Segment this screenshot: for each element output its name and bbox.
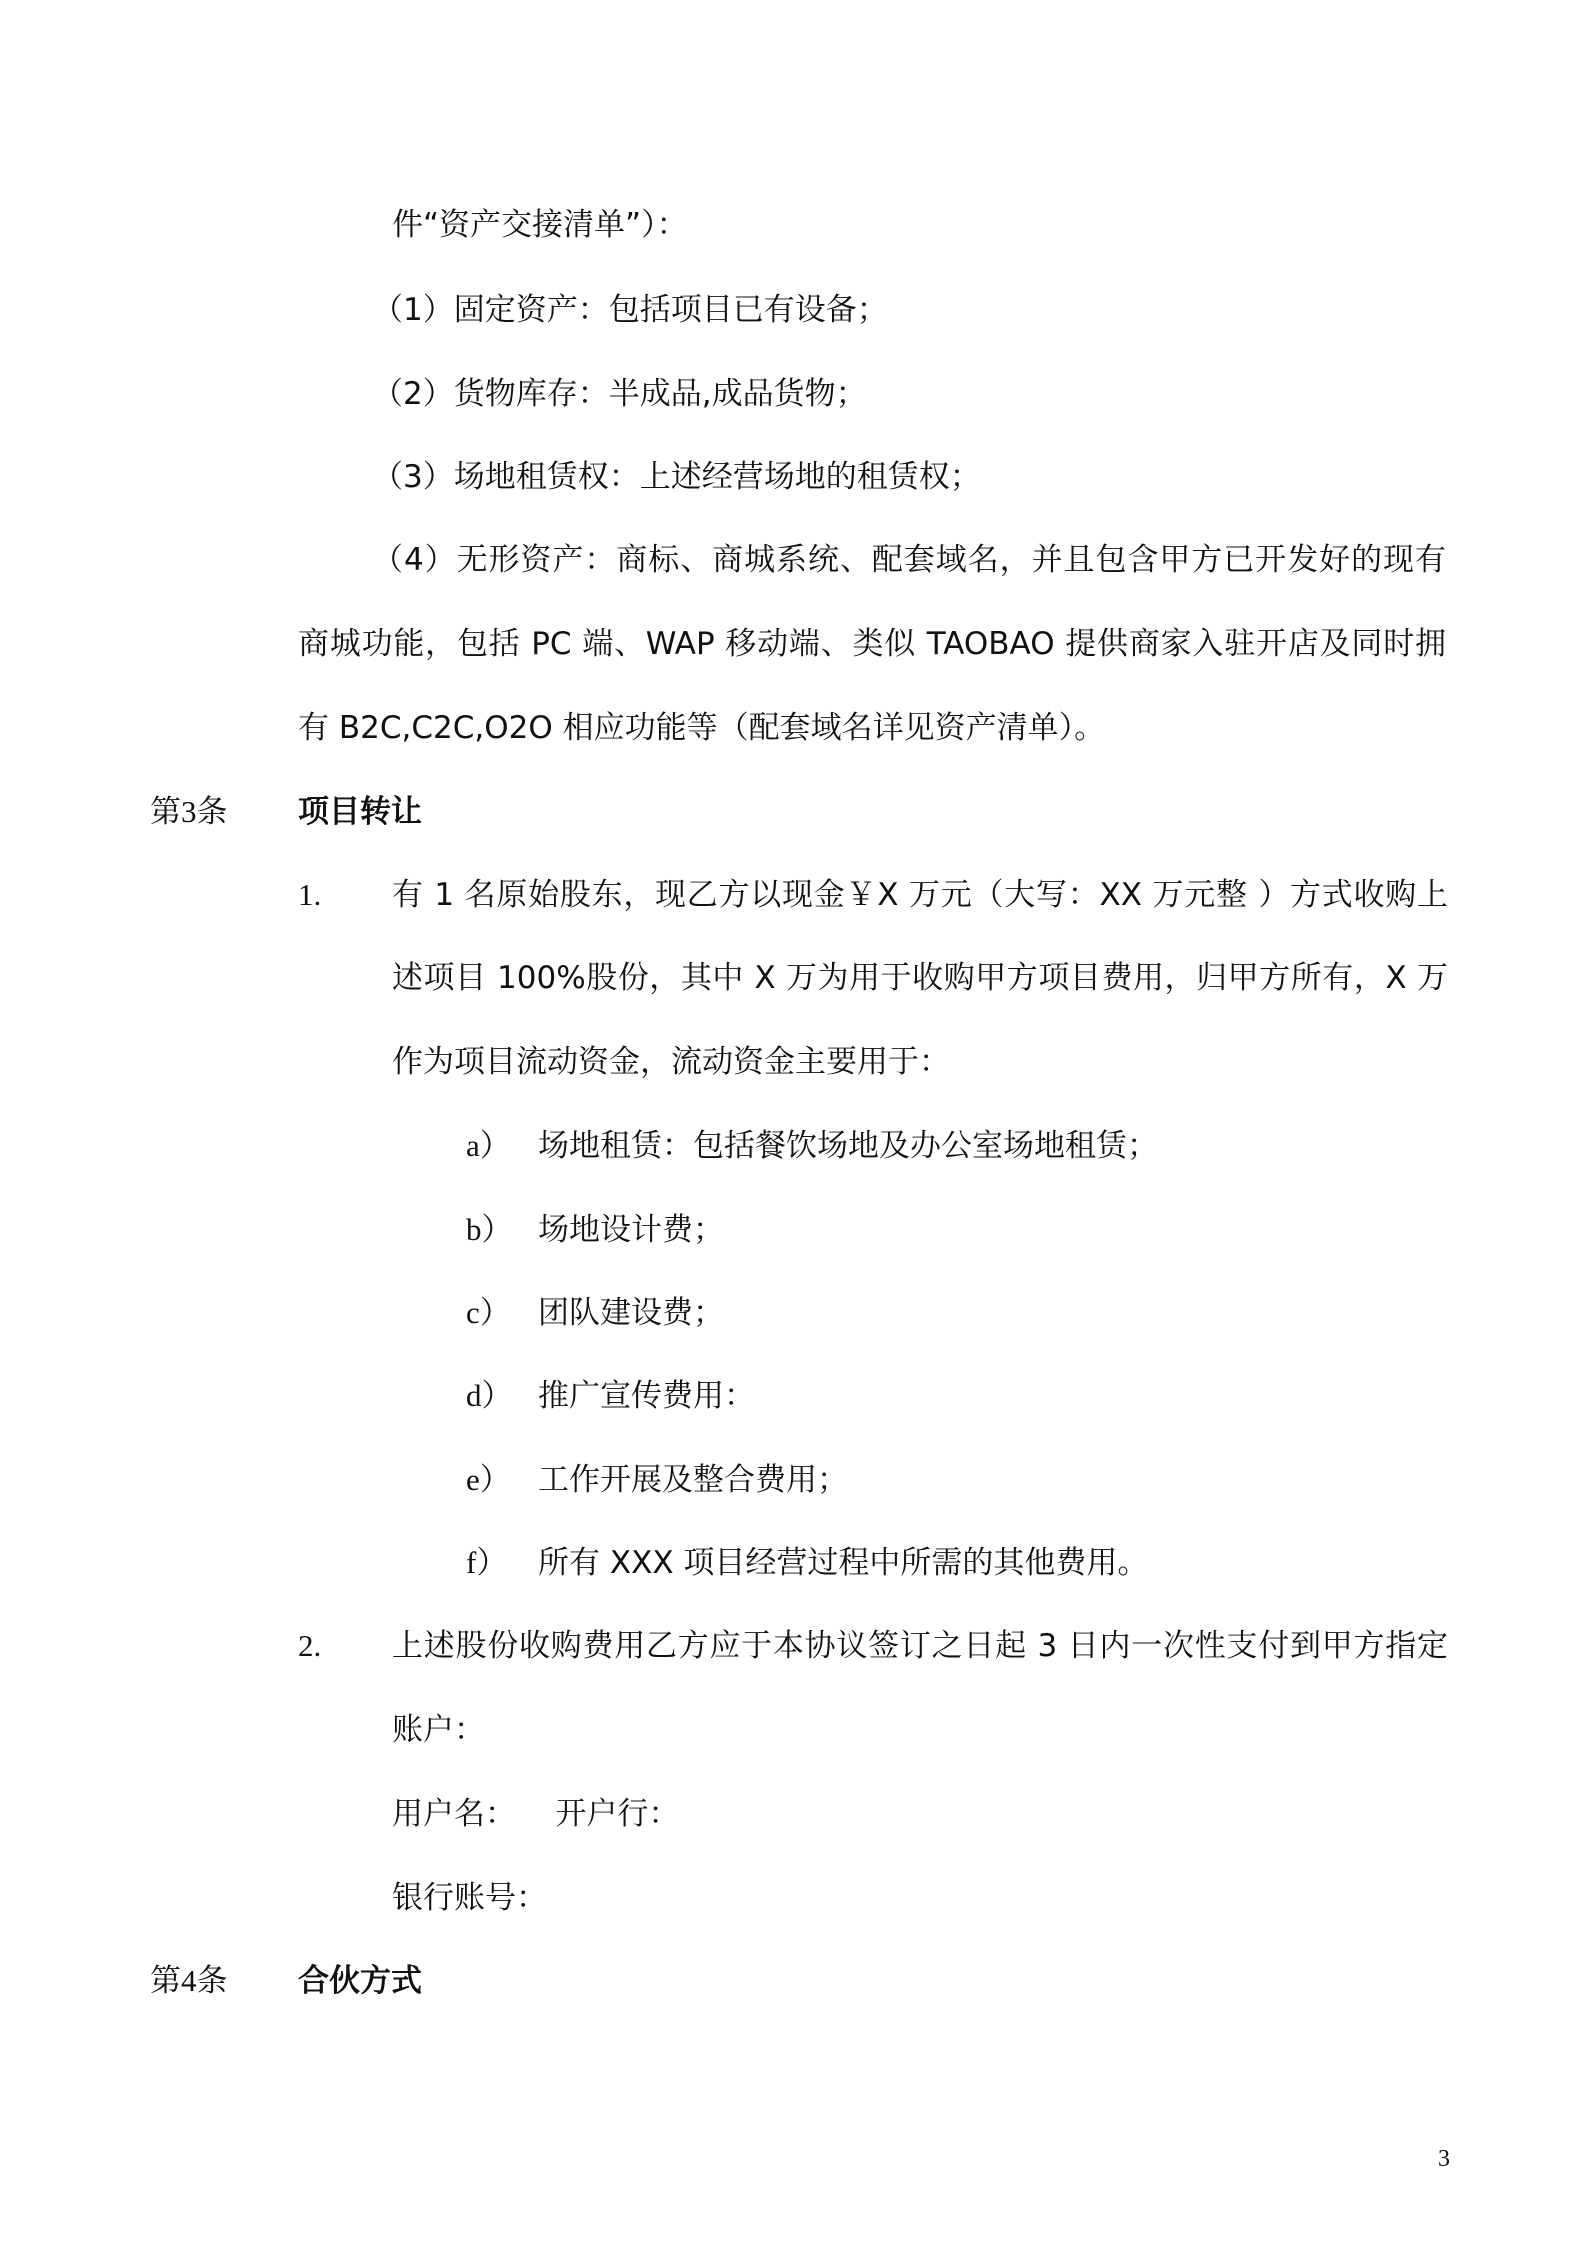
article-4-title: 合伙方式 xyxy=(298,1963,422,1999)
item-1-line2: 述项目 100%股份，其中 X 万为用于收购甲方项目费用，归甲方所有，X 万 xyxy=(392,960,1448,996)
subitem-f-marker: f） xyxy=(466,1545,508,1580)
asset-item-2: （2）货物库存：半成品,成品货物； xyxy=(372,376,867,412)
subitem-d-marker: d） xyxy=(466,1378,513,1413)
subitem-c-marker: c） xyxy=(466,1295,511,1330)
article-3-number: 第3条 xyxy=(150,794,228,829)
asset-item-4-line2: 商城功能，包括 PC 端、WAP 移动端、类似 TAOBAO 提供商家入驻开店及同时拥 xyxy=(298,626,1446,662)
subitem-b-text: 场地设计费； xyxy=(538,1212,724,1248)
subitem-c-text: 团队建设费； xyxy=(538,1295,724,1331)
subitem-e-text: 工作开展及整合费用； xyxy=(538,1462,848,1498)
subitem-b-marker: b） xyxy=(466,1212,513,1247)
item-2-marker: 2. xyxy=(298,1628,322,1663)
asset-item-1: （1）固定资产：包括项目已有设备； xyxy=(372,292,888,328)
subitem-f-text: 所有 XXX 项目经营过程中所需的其他费用。 xyxy=(538,1545,1149,1581)
article-3-title: 项目转让 xyxy=(298,794,422,830)
bank-account-line: 银行账号： xyxy=(392,1880,547,1916)
item-2-line2: 账户： xyxy=(392,1712,485,1748)
subitem-a-marker: a） xyxy=(466,1128,511,1163)
page-number: 3 xyxy=(1438,2146,1450,2172)
item-2-line1: 上述股份收购费用乙方应于本协议签订之日起 3 日内一次性支付到甲方指定 xyxy=(392,1628,1448,1664)
asset-item-4-line3: 有 B2C,C2C,O2O 相应功能等（配套域名详见资产清单）。 xyxy=(298,710,1106,746)
item-1-line3: 作为项目流动资金，流动资金主要用于： xyxy=(392,1044,950,1080)
asset-item-4-line1: （4）无形资产：商标、商城系统、配套域名，并且包含甲方已开发好的现有 xyxy=(372,542,1446,578)
continuation-line: 件“资产交接清单”）： xyxy=(392,207,688,243)
subitem-e-marker: e） xyxy=(466,1462,511,1497)
item-1-line1: 有 1 名原始股东，现乙方以现金￥X 万元（大写：XX 万元整 ）方式收购上 xyxy=(392,877,1448,913)
subitem-a-text: 场地租赁：包括餐饮场地及办公室场地租赁； xyxy=(538,1128,1158,1164)
asset-item-3: （3）场地租赁权：上述经营场地的租赁权； xyxy=(372,459,981,495)
article-4-number: 第4条 xyxy=(150,1963,228,1998)
item-1-marker: 1. xyxy=(298,877,322,912)
account-name-bank-line: 用户名： 开户行： xyxy=(392,1796,680,1832)
subitem-d-text: 推广宣传费用： xyxy=(538,1378,755,1414)
